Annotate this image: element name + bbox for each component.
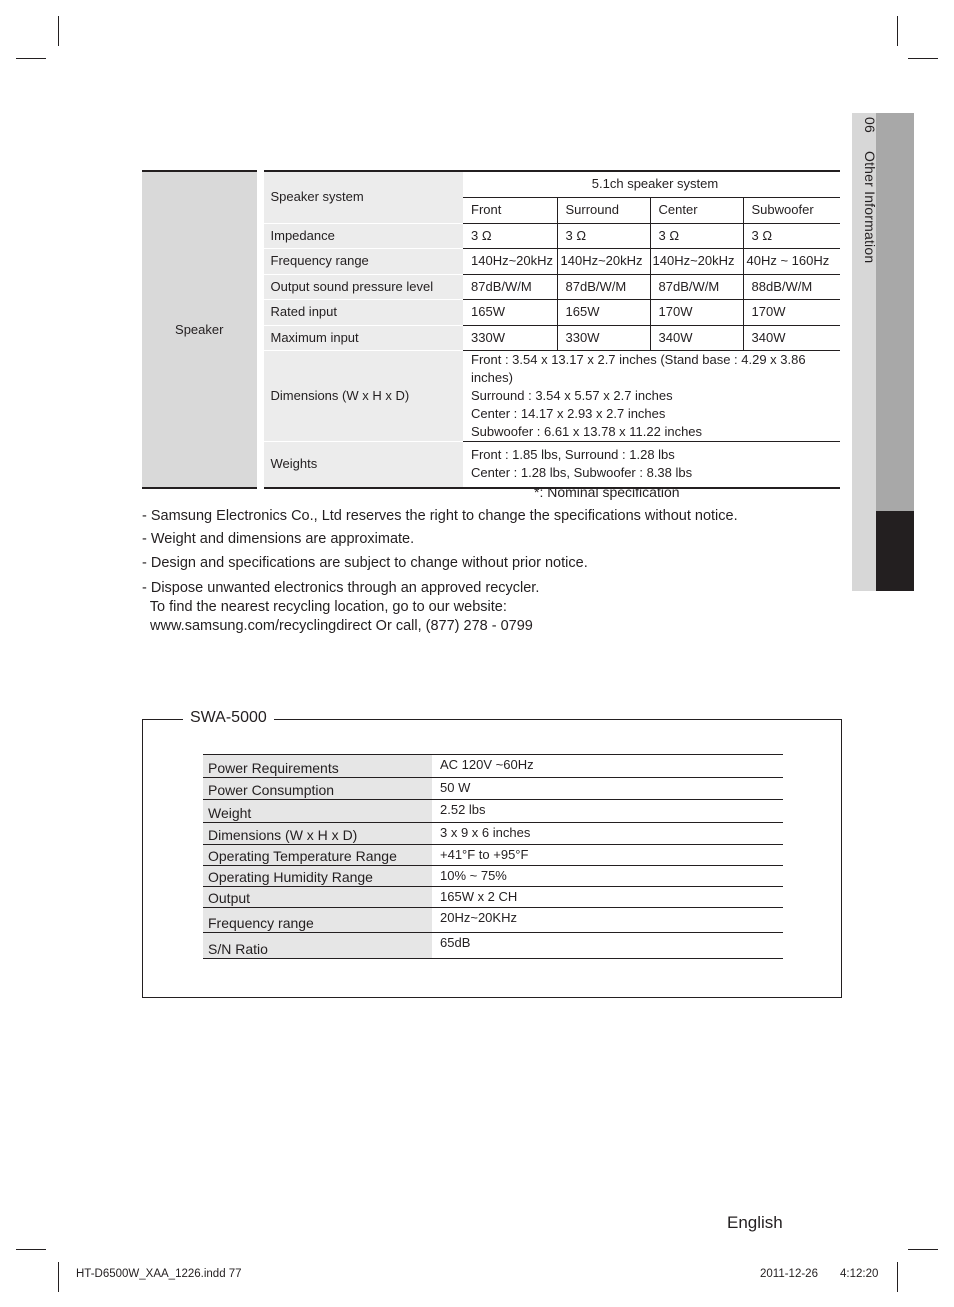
chapter-label bbox=[848, 117, 878, 317]
row-label: Output sound pressure level bbox=[260, 274, 463, 299]
swa-row bbox=[203, 778, 783, 800]
swa-label: Weight bbox=[203, 800, 432, 823]
crop-mark bbox=[908, 58, 938, 59]
cell: 330W bbox=[463, 325, 557, 350]
crop-mark bbox=[897, 16, 898, 46]
swa-row bbox=[203, 845, 783, 866]
cell: 140Hz~20kHz bbox=[650, 248, 743, 274]
swa-spec-table bbox=[203, 754, 783, 959]
note-line: - Design and specifications are subject to change without prior notice. bbox=[142, 555, 588, 571]
cell: 40Hz ~ 160Hz bbox=[743, 248, 840, 274]
footer-filename: HT-D6500W_XAA_1226.indd 77 bbox=[76, 1268, 242, 1280]
note-line: - Samsung Electronics Co., Ltd reserves the right to change the specifications without notice. bbox=[142, 508, 738, 524]
note-line: - Weight and dimensions are approximate. bbox=[142, 531, 415, 547]
swa-label: Power Requirements bbox=[203, 755, 432, 778]
language-label: English bbox=[727, 1213, 783, 1232]
crop-mark bbox=[16, 58, 46, 59]
swa-label: Dimensions (W x H x D) bbox=[203, 823, 432, 845]
swa-value: 50 W bbox=[432, 778, 783, 800]
swa-value: 3 x 9 x 6 inches bbox=[432, 823, 783, 845]
crop-mark bbox=[58, 16, 59, 46]
cell: 340W bbox=[743, 325, 840, 350]
category-cell: Speaker bbox=[142, 171, 260, 488]
row-label: Frequency range bbox=[260, 248, 463, 274]
swa-row bbox=[203, 866, 783, 887]
cell: 3 Ω bbox=[463, 223, 557, 248]
swa-label: Output bbox=[203, 887, 432, 908]
swa-row bbox=[203, 933, 783, 959]
speaker-system-label: Speaker system bbox=[260, 171, 463, 223]
column-header: Front bbox=[463, 197, 557, 223]
swa-value: 20Hz~20KHz bbox=[432, 908, 783, 933]
crop-mark bbox=[908, 1249, 938, 1250]
cell: 170W bbox=[650, 299, 743, 325]
cell: 170W bbox=[743, 299, 840, 325]
swa-label: Operating Humidity Range bbox=[203, 866, 432, 887]
dimensions-cell bbox=[463, 350, 840, 441]
swa-row bbox=[203, 908, 783, 933]
swa-row bbox=[203, 823, 783, 845]
swa-row bbox=[203, 755, 783, 778]
cell: 330W bbox=[557, 325, 650, 350]
chapter-tab-strip bbox=[876, 113, 914, 511]
column-header: Subwoofer bbox=[743, 197, 840, 223]
swa-value: 10% ~ 75% bbox=[432, 866, 783, 887]
dimensions-line: Subwoofer : 6.61 x 13.78 x 11.22 inches bbox=[471, 423, 703, 439]
weights-cell bbox=[463, 441, 840, 488]
swa-value: 65dB bbox=[432, 933, 783, 959]
cell: 165W bbox=[463, 299, 557, 325]
speaker-spec-table bbox=[142, 170, 840, 489]
cell: 87dB/W/M bbox=[463, 274, 557, 299]
cell: 165W bbox=[557, 299, 650, 325]
cell: 340W bbox=[650, 325, 743, 350]
swa-label: Frequency range bbox=[203, 908, 432, 933]
swa-value: 2.52 lbs bbox=[432, 800, 783, 823]
swa-title: SWA-5000 bbox=[183, 709, 274, 727]
row-label: Weights bbox=[260, 441, 463, 488]
row-label: Rated input bbox=[260, 299, 463, 325]
cell: 140Hz~20kHz bbox=[463, 248, 557, 274]
weights-line: Center : 1.28 lbs, Subwoofer : 8.38 lbs bbox=[471, 465, 693, 481]
chapter-number: 06 bbox=[862, 117, 878, 133]
cell: 3 Ω bbox=[743, 223, 840, 248]
column-header: Center bbox=[650, 197, 743, 223]
swa-label: S/N Ratio bbox=[203, 933, 432, 959]
dimensions-line: Center : 14.17 x 2.93 x 2.7 inches bbox=[471, 405, 666, 421]
cell: 3 Ω bbox=[557, 223, 650, 248]
crop-mark bbox=[58, 1262, 59, 1292]
swa-row bbox=[203, 887, 783, 908]
cell: 87dB/W/M bbox=[650, 274, 743, 299]
row-label: Dimensions (W x H x D) bbox=[260, 350, 463, 441]
footer-time: 4:12:20 bbox=[840, 1268, 879, 1280]
crop-mark bbox=[897, 1262, 898, 1292]
cell: 87dB/W/M bbox=[557, 274, 650, 299]
row-label: Impedance bbox=[260, 223, 463, 248]
cell: 88dB/W/M bbox=[743, 274, 840, 299]
nominal-footnote: *: Nominal specification bbox=[534, 484, 680, 500]
note-line: www.samsung.com/recyclingdirect Or call, (877) 278 - 0799 bbox=[142, 618, 533, 634]
note-line: To find the nearest recycling location, go to our website: bbox=[142, 599, 507, 615]
swa-value: AC 120V ~60Hz bbox=[432, 755, 783, 778]
weights-line: Front : 1.85 lbs, Surround : 1.28 lbs bbox=[471, 447, 675, 463]
chapter-tab-marker bbox=[876, 511, 914, 591]
footer-date: 2011-12-26 bbox=[760, 1268, 818, 1280]
note-line: - Dispose unwanted electronics through an approved recycler. bbox=[142, 580, 540, 596]
swa-row bbox=[203, 800, 783, 823]
speaker-system-value: 5.1ch speaker system bbox=[463, 171, 840, 197]
swa-value: 165W x 2 CH bbox=[432, 887, 783, 908]
row-label: Maximum input bbox=[260, 325, 463, 350]
dimensions-line: Surround : 3.54 x 5.57 x 2.7 inches bbox=[471, 387, 673, 403]
swa-label: Operating Temperature Range bbox=[203, 845, 432, 866]
crop-mark bbox=[16, 1249, 46, 1250]
dimensions-line: Front : 3.54 x 13.17 x 2.7 inches (Stand base : 4.29 x 3.86 inches) bbox=[471, 351, 806, 385]
swa-value: +41°F to +95°F bbox=[432, 845, 783, 866]
cell: 140Hz~20kHz bbox=[557, 248, 650, 274]
column-header: Surround bbox=[557, 197, 650, 223]
chapter-title: Other Information bbox=[862, 151, 878, 264]
swa-label: Power Consumption bbox=[203, 778, 432, 800]
cell: 3 Ω bbox=[650, 223, 743, 248]
